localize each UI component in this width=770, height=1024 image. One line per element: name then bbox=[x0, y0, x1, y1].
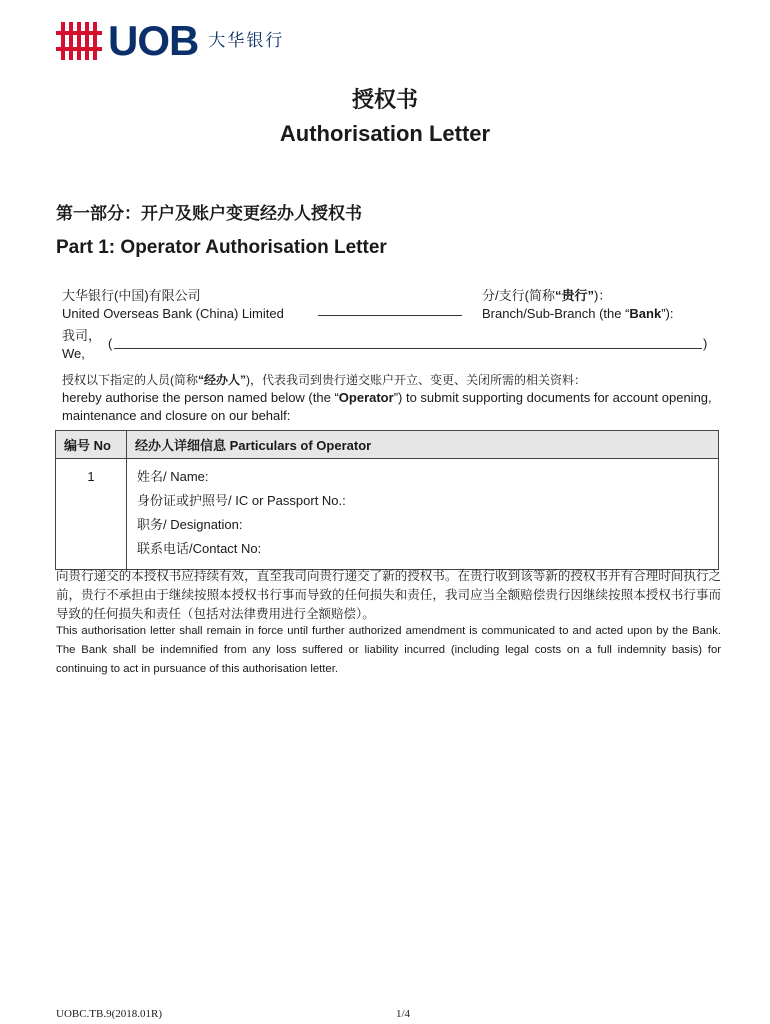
name-field[interactable]: 姓名/ Name: bbox=[137, 469, 209, 484]
operator-particulars bbox=[127, 459, 719, 570]
close-paren: ) bbox=[703, 336, 708, 351]
branch-label-cn: 分/支行(简称“贵行”)： bbox=[482, 288, 612, 303]
header-no: 编号 No bbox=[56, 431, 127, 459]
table-row bbox=[56, 459, 719, 570]
page-number: 1/4 bbox=[396, 1008, 411, 1020]
note-cn: 向贵行递交的本授权书应持续有效，直至我司向贵行递交了新的授权书。在贵行收到该等新的授权书并有合理时间执行之前，贵行不承担由于继续按照本授权书行事而导致的任何损失和责任，我司应当全额赔偿贵行因继续按照本授权书行事而导致的任何损失和责任（包括对法律费用进行全额赔偿）。 bbox=[56, 568, 721, 621]
authorise-en: hereby authorise the person named below (the “Operator”) to submit supporting documents for account opening, maintenance and closure on our behalf: bbox=[62, 390, 712, 423]
row-number: 1 bbox=[56, 459, 127, 570]
branch-label-block bbox=[482, 287, 673, 323]
contact-field[interactable]: 联系电话/Contact No: bbox=[137, 541, 262, 556]
header-particulars: 经办人详细信息 Particulars of Operator bbox=[127, 431, 719, 459]
open-paren: ( bbox=[108, 336, 113, 351]
note-en: This authorisation letter shall remain in force until further authorized amendment is communicated to and acted upon by the Bank. The Bank shall be indemnified from any loss suffered or liability incurred (including legal costs on a full indemnity basis) for continuing to act in pursuance of this authorisation letter. bbox=[56, 625, 721, 675]
designation-field[interactable]: 职务/ Designation: bbox=[137, 517, 243, 532]
branch-label-en: Branch/Sub-Branch (the “Bank”): bbox=[482, 306, 674, 321]
uob-logo bbox=[56, 17, 285, 64]
bank-name-block bbox=[62, 287, 284, 323]
title-cn: 授权书 bbox=[351, 87, 418, 113]
authorise-statement bbox=[62, 372, 722, 425]
brand-name-cn: 大华银行 bbox=[208, 31, 285, 51]
we-label-cn: 我司， bbox=[62, 328, 102, 343]
form-code: UOBC.TB.9(2018.01R) bbox=[56, 1008, 163, 1020]
company-name-field[interactable] bbox=[114, 348, 702, 349]
bank-name-en: United Overseas Bank (China) Limited bbox=[62, 306, 284, 321]
table-header-row bbox=[56, 431, 719, 459]
bank-name-cn: 大华银行(中国)有限公司 bbox=[62, 288, 201, 303]
branch-name-field[interactable] bbox=[318, 315, 462, 316]
authorise-cn: 授权以下指定的人员(简称“经办人”)，代表我司到贵行递交账户开立、变更、关闭所需的相关资料： bbox=[62, 373, 587, 387]
operator-table bbox=[55, 430, 719, 570]
part-heading-cn: 第一部分：开户及账户变更经办人授权书 bbox=[56, 204, 362, 224]
we-label-block bbox=[62, 327, 101, 363]
uob-logo-mark-icon bbox=[56, 21, 102, 61]
part-heading-en: Part 1: Operator Authorisation Letter bbox=[56, 237, 387, 258]
title-en: Authorisation Letter bbox=[279, 121, 491, 146]
id-passport-field[interactable]: 身份证或护照号/ IC or Passport No.: bbox=[137, 493, 346, 508]
brand-name: UOB bbox=[108, 17, 199, 64]
we-label-en: We, bbox=[62, 346, 85, 361]
